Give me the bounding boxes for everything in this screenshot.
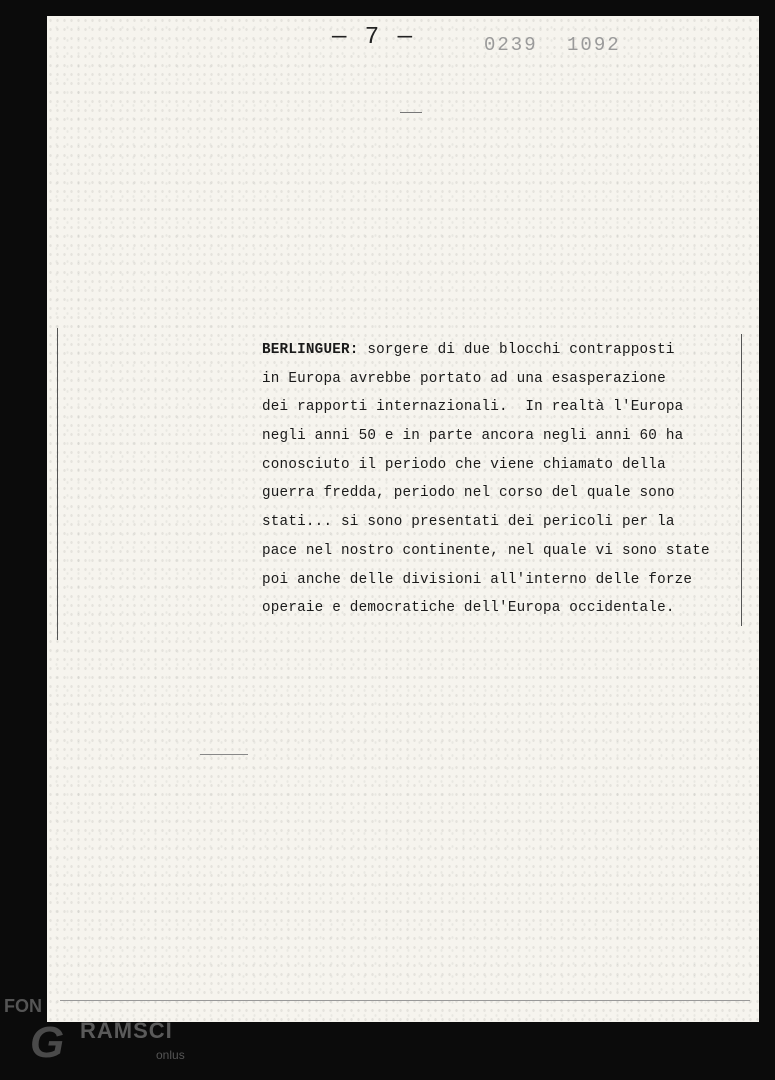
transcript-line xyxy=(262,336,732,365)
transcript-line-text: sorgere di due blocchi contrapposti xyxy=(358,342,675,358)
transcript-block xyxy=(262,336,732,623)
page-number: — 7 — xyxy=(332,24,415,51)
transcript-line: pace nel nostro continente, nel quale vi sono state xyxy=(262,542,710,559)
divider xyxy=(200,754,248,755)
transcript-line: stati... si sono presentati dei pericoli per la xyxy=(262,514,675,531)
logo-mark-icon: G xyxy=(30,1018,65,1067)
logo-suffix: onlus xyxy=(156,1048,185,1062)
transcript-line: conosciuto il periodo che viene chiamato della xyxy=(262,456,666,473)
transcript-line: poi anche delle divisioni all'interno delle forze xyxy=(262,571,693,588)
transcript-line: guerra fredda, periodo nel corso del quale sono xyxy=(262,485,675,502)
margin-bracket-right xyxy=(741,334,742,626)
logo-name: RAMSCI xyxy=(80,1018,173,1043)
transcript-line: in Europa avrebbe portato ad una esasperazione xyxy=(262,370,666,387)
gramsci-logo xyxy=(0,996,200,1080)
margin-bracket-left xyxy=(57,328,58,640)
transcript-line: negli anni 50 e in parte ancora negli anni 60 ha xyxy=(262,428,684,445)
speaker-name: BERLINGUER: xyxy=(262,342,359,358)
transcript-line: dei rapporti internazionali. In realtà l'Europa xyxy=(262,399,684,416)
archive-stamp: 0239 1092 xyxy=(484,34,621,56)
logo-prefix: FON xyxy=(4,996,42,1016)
transcript-line: operaie e democratiche dell'Europa occidentale. xyxy=(262,600,675,617)
divider xyxy=(400,112,422,113)
